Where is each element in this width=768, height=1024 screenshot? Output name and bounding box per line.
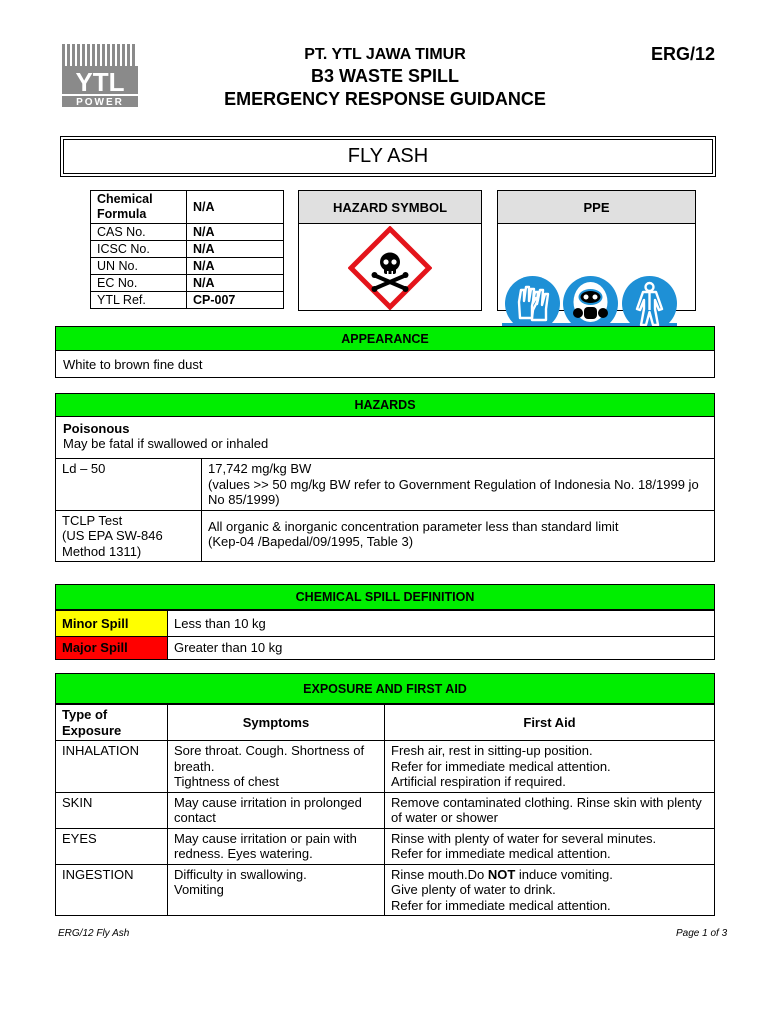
exposure-header-row	[56, 705, 715, 741]
hazard-label: TCLP Test (US EPA SW-846 Method 1311)	[56, 510, 202, 562]
exposure-row-ingestion	[56, 864, 715, 916]
hazard-detail	[202, 510, 715, 562]
id-row-ec	[91, 275, 284, 292]
skull-crossbones-icon	[348, 226, 432, 310]
hazard-details-table	[55, 458, 715, 562]
exposure-type: INHALATION	[56, 741, 168, 793]
hazard-label: Ld – 50	[56, 459, 202, 511]
hazard-symbol-heading: HAZARD SYMBOL	[299, 191, 481, 224]
major-spill-row	[56, 637, 715, 660]
major-spill-label: Major Spill	[56, 637, 168, 660]
exposure-row-eyes	[56, 828, 715, 864]
minor-spill-value: Less than 10 kg	[168, 611, 715, 637]
id-value: N/A	[187, 224, 284, 241]
appearance-text: White to brown fine dust	[63, 357, 203, 372]
hazard-category-description: May be fatal if swallowed or inhaled	[63, 436, 269, 451]
first-aid-text: Rinse mouth.Do	[391, 866, 488, 882]
hazard-row-ld50	[56, 459, 715, 511]
spill-definition-heading: CHEMICAL SPILL DEFINITION	[55, 584, 715, 610]
company-name: PT. YTL JAWA TIMUR	[304, 46, 466, 63]
column-header-type: Type of Exposure	[56, 705, 168, 741]
exposure-type: SKIN	[56, 792, 168, 828]
id-label: Chemical Formula	[91, 191, 187, 224]
id-row-icsc	[91, 241, 284, 258]
exposure-symptoms: Difficulty in swallowing. Vomiting	[168, 864, 385, 916]
appearance-heading: APPEARANCE	[55, 326, 715, 351]
column-header-symptoms: Symptoms	[168, 705, 385, 741]
hazard-detail-line2: (Kep-04 /Bapedal/09/1995, Table 3)	[208, 534, 414, 549]
id-value: N/A	[187, 241, 284, 258]
chemical-name-box	[60, 136, 716, 177]
id-row-ytl-ref	[91, 292, 284, 309]
exposure-symptoms: Sore throat. Cough. Shortness of breath. Tightness of chest	[168, 741, 385, 793]
spill-definition-table	[55, 610, 715, 660]
svg-text:POWER: POWER	[76, 97, 124, 108]
exposure-heading: EXPOSURE AND FIRST AID	[55, 673, 715, 704]
exposure-type: INGESTION	[56, 864, 168, 916]
exposure-type: EYES	[56, 828, 168, 864]
hazard-row-tclp	[56, 510, 715, 562]
id-value: CP-007	[187, 292, 284, 309]
exposure-row-inhalation	[56, 741, 715, 793]
gloves-icon	[505, 276, 560, 331]
protective-suit-icon	[622, 276, 677, 331]
id-label: UN No.	[91, 258, 187, 275]
minor-spill-label: Minor Spill	[56, 611, 168, 637]
id-value: N/A	[187, 258, 284, 275]
minor-spill-row	[56, 611, 715, 637]
ppe-heading: PPE	[498, 191, 695, 224]
exposure-symptoms: May cause irritation or pain with redness. Eyes watering.	[168, 828, 385, 864]
id-row-formula	[91, 191, 284, 224]
hazard-category-box	[55, 417, 715, 459]
id-row-un	[91, 258, 284, 275]
exposure-first-aid: Fresh air, rest in sitting-up position. Refer for immediate medical attention. Artificial respiration if required.	[385, 741, 715, 793]
exposure-first-aid: Remove contaminated clothing. Rinse skin with plenty of water or shower	[385, 792, 715, 828]
id-value: N/A	[187, 275, 284, 292]
hazard-detail-line2: (values >> 50 mg/kg BW refer to Government Regulation of Indonesia No. 18/1999 jo No 85/1999)	[208, 476, 699, 507]
hazards-heading: HAZARDS	[55, 393, 715, 417]
footer-page-number: Page 1 of 3	[676, 928, 728, 939]
hazard-detail-line1: All organic & inorganic concentration parameter less than standard limit	[208, 518, 619, 534]
first-aid-text: induce vomiting. Give plenty of water to drink. Refer for immediate medical attention.	[391, 866, 613, 913]
exposure-row-skin	[56, 792, 715, 828]
hazard-category: Poisonous	[63, 421, 130, 436]
hazard-detail	[202, 459, 715, 511]
id-value: N/A	[187, 191, 284, 224]
major-spill-value: Greater than 10 kg	[168, 637, 715, 660]
respirator-mask-icon	[563, 276, 618, 331]
column-header-first-aid: First Aid	[385, 705, 715, 741]
id-row-cas	[91, 224, 284, 241]
id-label: CAS No.	[91, 224, 187, 241]
svg-text:YTL: YTL	[75, 67, 125, 97]
first-aid-emphasis: NOT	[487, 866, 516, 882]
exposure-first-aid: Rinse with plenty of water for several minutes. Refer for immediate medical attention.	[385, 828, 715, 864]
hazard-detail-line1: 17,742 mg/kg BW	[208, 461, 312, 476]
exposure-symptoms: May cause irritation in prolonged contact	[168, 792, 385, 828]
exposure-table	[55, 704, 715, 916]
title-line-2: EMERGENCY RESPONSE GUIDANCE	[224, 89, 546, 109]
appearance-box	[55, 351, 715, 378]
id-label: YTL Ref.	[91, 292, 187, 309]
footer-document-name: ERG/12 Fly Ash	[58, 928, 130, 939]
id-label: ICSC No.	[91, 241, 187, 258]
document-code: ERG/12	[651, 44, 716, 64]
identification-table	[90, 190, 284, 309]
chemical-name: FLY ASH	[347, 145, 429, 167]
title-line-1: B3 WASTE SPILL	[310, 66, 460, 86]
id-label: EC No.	[91, 275, 187, 292]
exposure-first-aid	[385, 864, 715, 916]
ytl-power-logo	[62, 44, 138, 108]
